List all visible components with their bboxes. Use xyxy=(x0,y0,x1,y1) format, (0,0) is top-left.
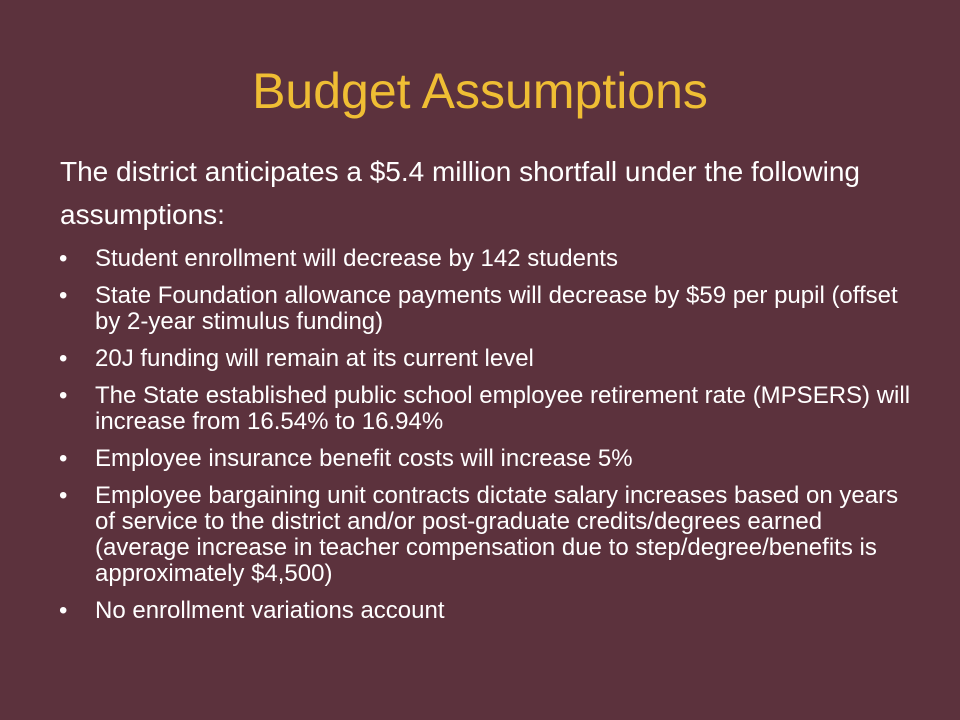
bullet-icon: • xyxy=(59,445,68,472)
assumption-text: Student enrollment will decrease by 142 students xyxy=(95,245,618,272)
assumption-item-insurance-costs xyxy=(0,446,960,472)
assumption-item-enrollment-variations xyxy=(0,598,960,624)
assumption-item-retirement-rate xyxy=(0,383,960,435)
bullet-icon: • xyxy=(59,482,68,509)
bullet-icon: • xyxy=(59,345,68,372)
assumption-text: Employee insurance benefit costs will increase 5% xyxy=(95,445,633,472)
assumption-list xyxy=(0,246,960,635)
assumption-item-enrollment xyxy=(0,246,960,272)
bullet-icon: • xyxy=(59,382,68,409)
assumption-text: The State established public school employee retirement rate (MPSERS) will increase from 16.54% to 16.94% xyxy=(95,382,911,435)
intro-text: The district anticipates a $5.4 million shortfall under the following assumptions: xyxy=(60,156,860,230)
assumption-item-salary-increases xyxy=(0,483,960,587)
assumption-item-20j-funding xyxy=(0,346,960,372)
slide-title: Budget Assumptions xyxy=(252,63,708,119)
assumption-text: Employee bargaining unit contracts dictate salary increases based on years of service to the district and/or post-graduate credits/degrees earned (average increase in teacher compensation due to step/degree/benefits is approximately $4,500) xyxy=(95,482,899,587)
assumption-text: 20J funding will remain at its current level xyxy=(95,345,534,372)
assumption-item-foundation-allowance xyxy=(0,283,960,335)
bullet-icon: • xyxy=(59,245,68,272)
assumption-text: No enrollment variations account xyxy=(95,597,445,624)
bullet-icon: • xyxy=(59,597,68,624)
assumption-text: State Foundation allowance payments will decrease by $59 per pupil (offset by 2-year stimulus funding) xyxy=(95,282,898,335)
bullet-icon: • xyxy=(59,282,68,309)
